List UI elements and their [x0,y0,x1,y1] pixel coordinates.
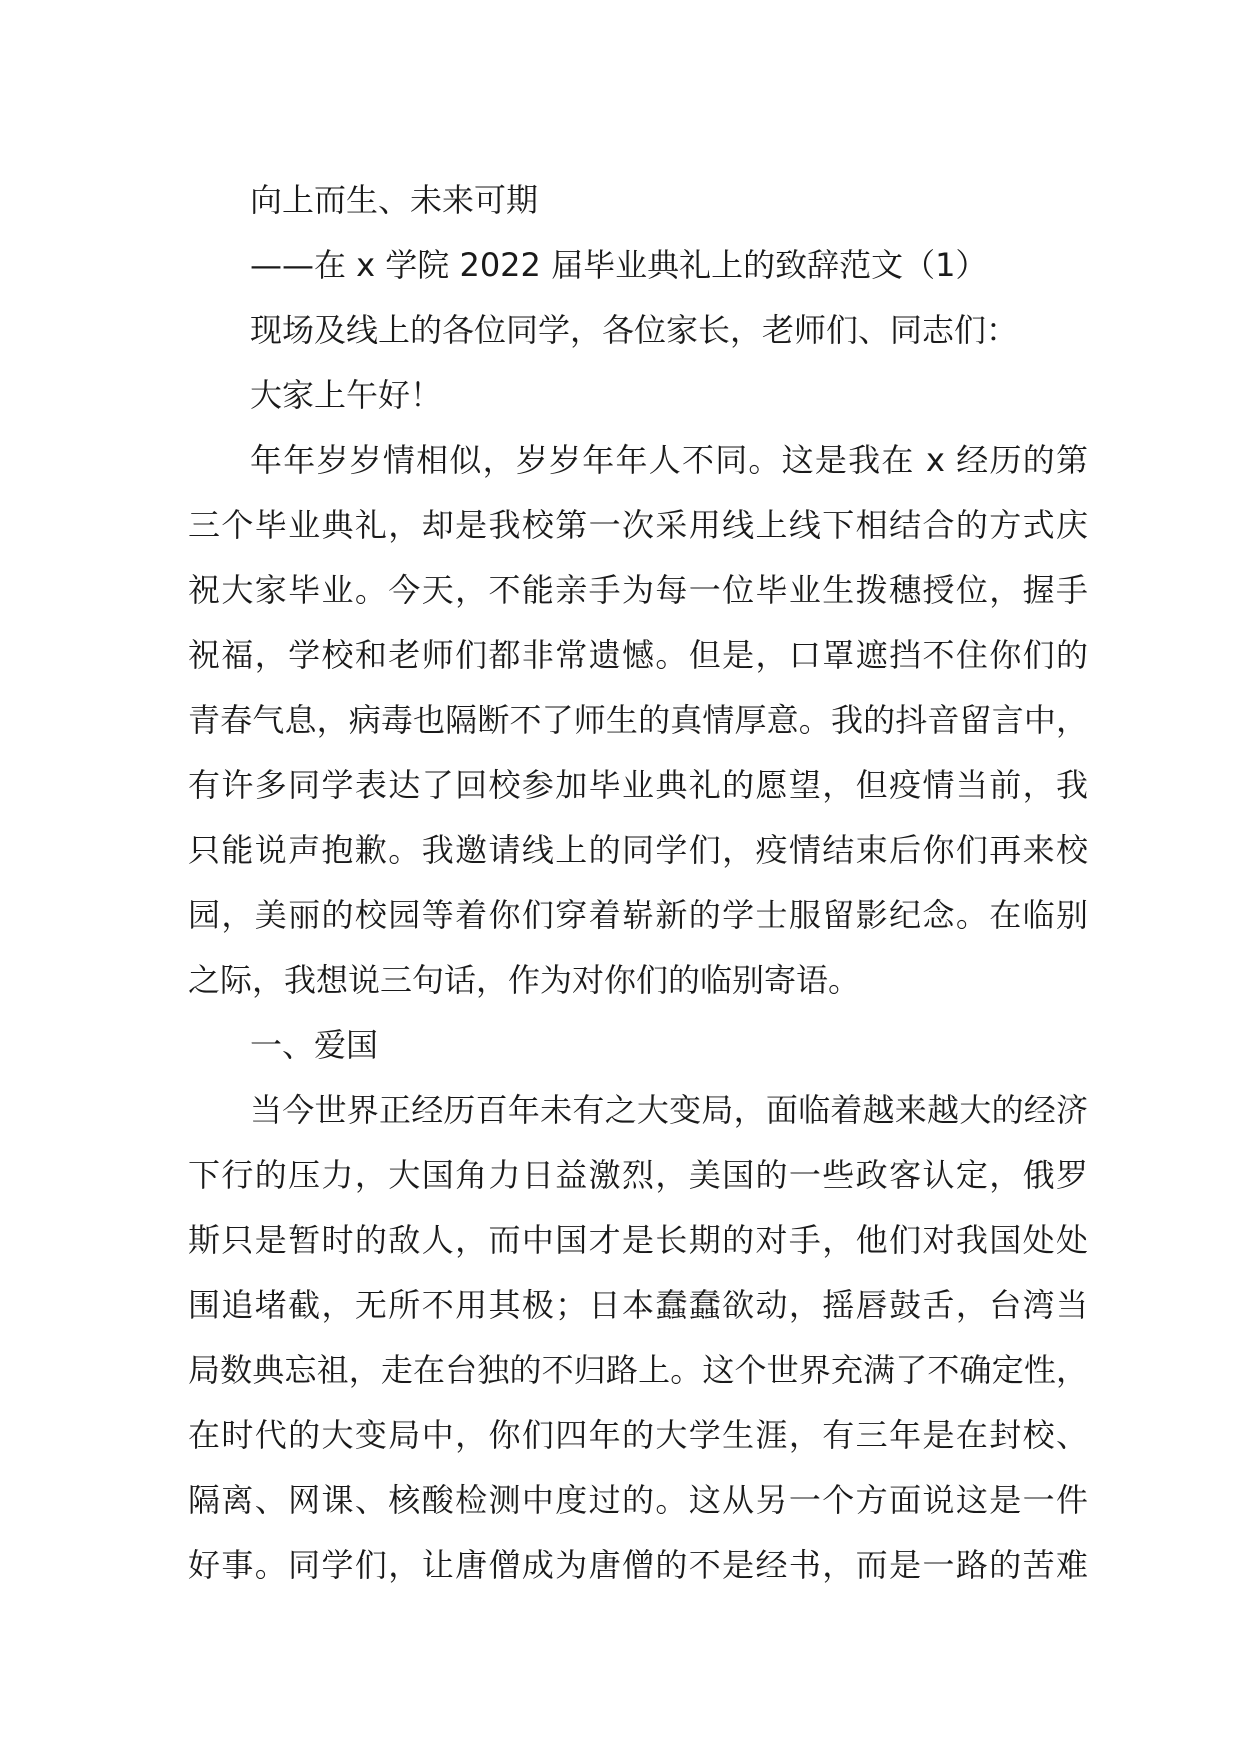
paragraph-line: 局数典忘祖，走在台独的不归路上。这个世界充满了不确定性， [188,1351,1088,1389]
greeting: 大家上午好！ [250,376,443,414]
paragraph-line: 年年岁岁情相似，岁岁年年人不同。这是我在 x 经历的第 [250,441,1088,479]
paragraph-opening [188,428,1088,1013]
paragraph-line: 祝福，学校和老师们都非常遗憾。但是，口罩遮挡不住你们的 [188,636,1088,674]
paragraph-line: 围追堵截，无所不用其极；日本蠢蠢欲动，摇唇鼓舌，台湾当 [188,1286,1088,1324]
paragraph-line: 隔离、网课、核酸检测中度过的。这从另一个方面说这是一件 [188,1481,1088,1519]
paragraph-line: 在时代的大变局中，你们四年的大学生涯，有三年是在封校、 [188,1416,1088,1454]
paragraph-line: 祝大家毕业。今天，不能亲手为每一位毕业生拨穗授位，握手 [188,571,1088,609]
document-title: 向上而生、未来可期 [250,181,539,219]
paragraph-line: 斯只是暂时的敌人，而中国才是长期的对手，他们对我国处处 [188,1221,1088,1259]
section-heading-patriotism: 一、爱国 [250,1026,379,1064]
paragraph-line: 有许多同学表达了回校参加毕业典礼的愿望，但疫情当前，我 [188,766,1088,804]
paragraph-line: 只能说声抱歉。我邀请线上的同学们，疫情结束后你们再来校 [188,831,1088,869]
paragraph-patriotism [188,1078,1088,1598]
paragraph-line: 好事。同学们，让唐僧成为唐僧的不是经书，而是一路的苦难 [188,1546,1088,1584]
paragraph-line: 青春气息，病毒也隔断不了师生的真情厚意。我的抖音留言中， [188,701,1088,739]
document-subtitle: ——在 x 学院 2022 届毕业典礼上的致辞范文（1） [250,246,988,284]
paragraph-line: 三个毕业典礼，却是我校第一次采用线上线下相结合的方式庆 [188,506,1088,544]
paragraph-line: 之际，我想说三句话，作为对你们的临别寄语。 [188,961,861,999]
paragraph-line: 园，美丽的校园等着你们穿着崭新的学士服留影纪念。在临别 [188,896,1088,934]
salutation: 现场及线上的各位同学，各位家长，老师们、同志们： [250,311,1019,349]
paragraph-line: 当今世界正经历百年未有之大变局，面临着越来越大的经济 [250,1091,1088,1129]
document-body [188,168,1088,1598]
paragraph-line: 下行的压力，大国角力日益激烈，美国的一些政客认定，俄罗 [188,1156,1088,1194]
